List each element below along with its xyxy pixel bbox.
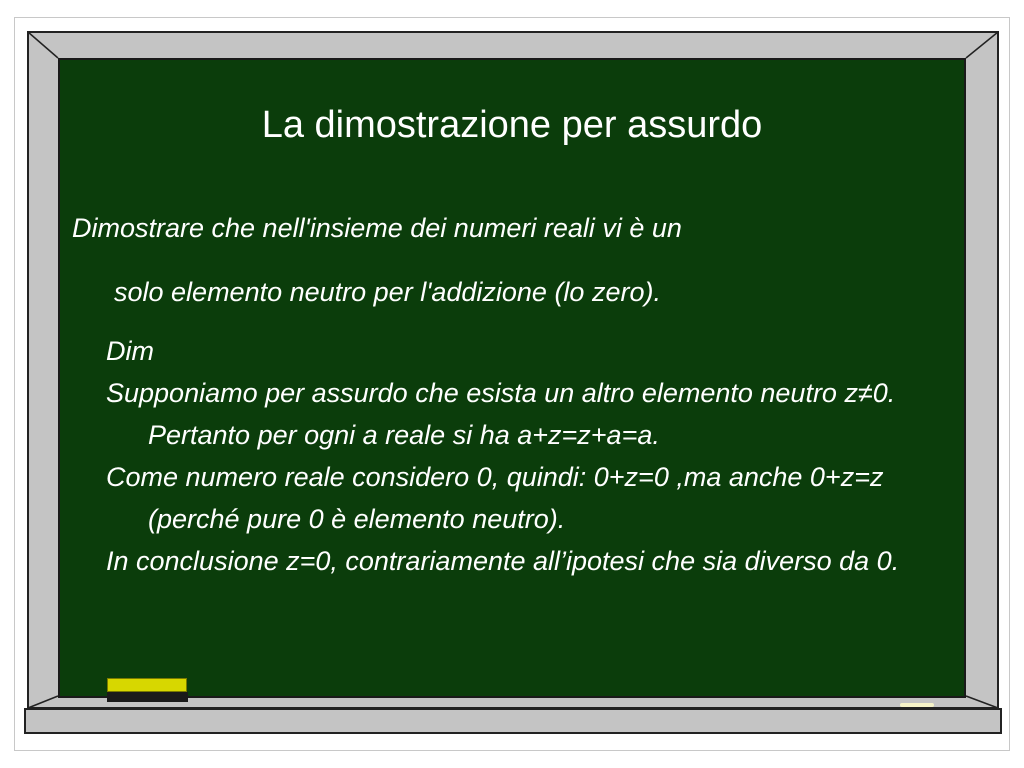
proof-paragraph: Come numero reale considero 0, quindi: 0+z=0 ,ma anche 0+z=z (perché pure 0 è elemento neutro). [106,462,884,534]
proof-block [106,330,936,582]
eraser-icon [107,678,187,692]
proof-paragraph: In conclusione z=0, contrariamente all’ipotesi che sia diverso da 0. [106,546,900,576]
statement-line-2: solo elemento neutro per l'addizione (lo zero). [114,277,661,307]
statement-line-1: Dimostrare che nell'insieme dei numeri reali vi è un [72,213,682,243]
proof-heading: Dim [106,336,154,366]
eraser-base [107,692,188,702]
slide-title: La dimostrazione per assurdo [261,104,763,146]
proof-paragraph: Supponiamo per assurdo che esista un altro elemento neutro z≠0. Pertanto per ogni a reale si ha a+z=z+a=a. [106,378,896,450]
chalk-icon [900,703,934,707]
chalk-ledge [24,708,1002,734]
